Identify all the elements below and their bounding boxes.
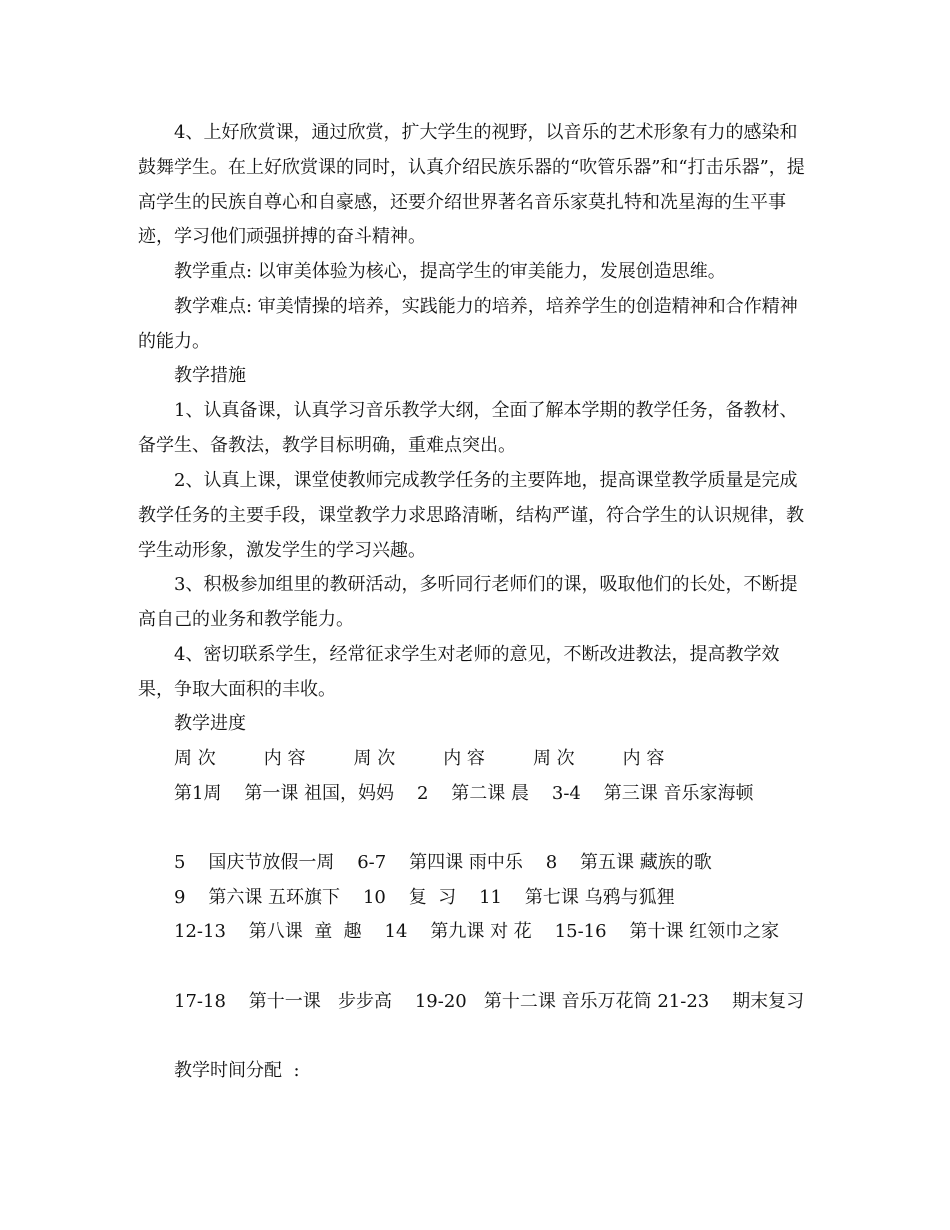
paragraph-measure-4: 4、密切联系学生，经常征求学生对老师的意见，不断改进教法，提高教学效果，争取大面积的丰收。 bbox=[138, 644, 780, 700]
schedule-row: 9 第六课 五环旗下 10 复 习 11 第七课 乌鸦与狐狸 bbox=[174, 887, 675, 908]
heading-teaching-measures: 教学措施 bbox=[174, 365, 246, 386]
paragraph-difficult-points: 教学难点: 审美情操的培养，实践能力的培养，培养学生的创造精神和合作精神的能力。 bbox=[138, 296, 798, 352]
paragraph-appreciation: 4、上好欣赏课，通过欣赏，扩大学生的视野，以音乐的艺术形象有力的感染和鼓舞学生。在上好欣赏课的同时，认真介绍民族乐器的“吹管乐器”和“打击乐器”，提高学生的民族自尊心和自豪感，还要介绍世界著名音乐家莫扎特和冼星海的生平事迹，学习他们顽强拼搏的奋斗精神。 bbox=[138, 122, 805, 248]
schedule-header bbox=[138, 742, 814, 777]
schedule-row: 5 国庆节放假一周 6-7 第四课 雨中乐 8 第五课 藏族的歌 bbox=[174, 852, 712, 873]
header-week-2: 周 次 bbox=[353, 748, 396, 769]
header-week-3: 周 次 bbox=[532, 748, 575, 769]
header-week-1: 周 次 bbox=[174, 748, 216, 769]
paragraph-key-points: 教学重点: 以审美体验为核心，提高学生的审美能力，发展创造思维。 bbox=[174, 261, 726, 282]
header-content-1: 内 容 bbox=[263, 748, 306, 769]
schedule-row: 12-13 第八课 童 趣 14 第九课 对 花 15-16 第十课 红领巾之家 bbox=[174, 921, 780, 942]
heading-teaching-schedule: 教学进度 bbox=[174, 713, 246, 734]
paragraph-measure-1: 1、认真备课，认真学习音乐教学大纲，全面了解本学期的教学任务，备教材、备学生、备教法，教学目标明确，重难点突出。 bbox=[138, 400, 798, 456]
paragraph-measure-2: 2、认真上课，课堂使教师完成教学任务的主要阵地，提高课堂教学质量是完成教学任务的主要手段，课堂教学力求思路清晰，结构严谨，符合学生的认识规律，教学生动形象，激发学生的学习兴趣。 bbox=[138, 470, 804, 561]
header-content-2: 内 容 bbox=[443, 748, 485, 769]
heading-time-allocation: 教学时间分配 : bbox=[174, 1060, 300, 1081]
schedule-row: 17-18 第十一课 步步高 19-20 第十二课 音乐万花筒 21-23 期末复习 bbox=[174, 991, 805, 1012]
paragraph-measure-3: 3、积极参加组里的教研活动，多听同行老师们的课，吸取他们的长处，不断提高自己的业务和教学能力。 bbox=[138, 574, 798, 630]
schedule-row: 第1周 第一课 祖国，妈妈 2 第二课 晨 3-4 第三课 音乐家海顿 bbox=[174, 783, 754, 804]
header-content-3: 内 容 bbox=[622, 748, 665, 769]
